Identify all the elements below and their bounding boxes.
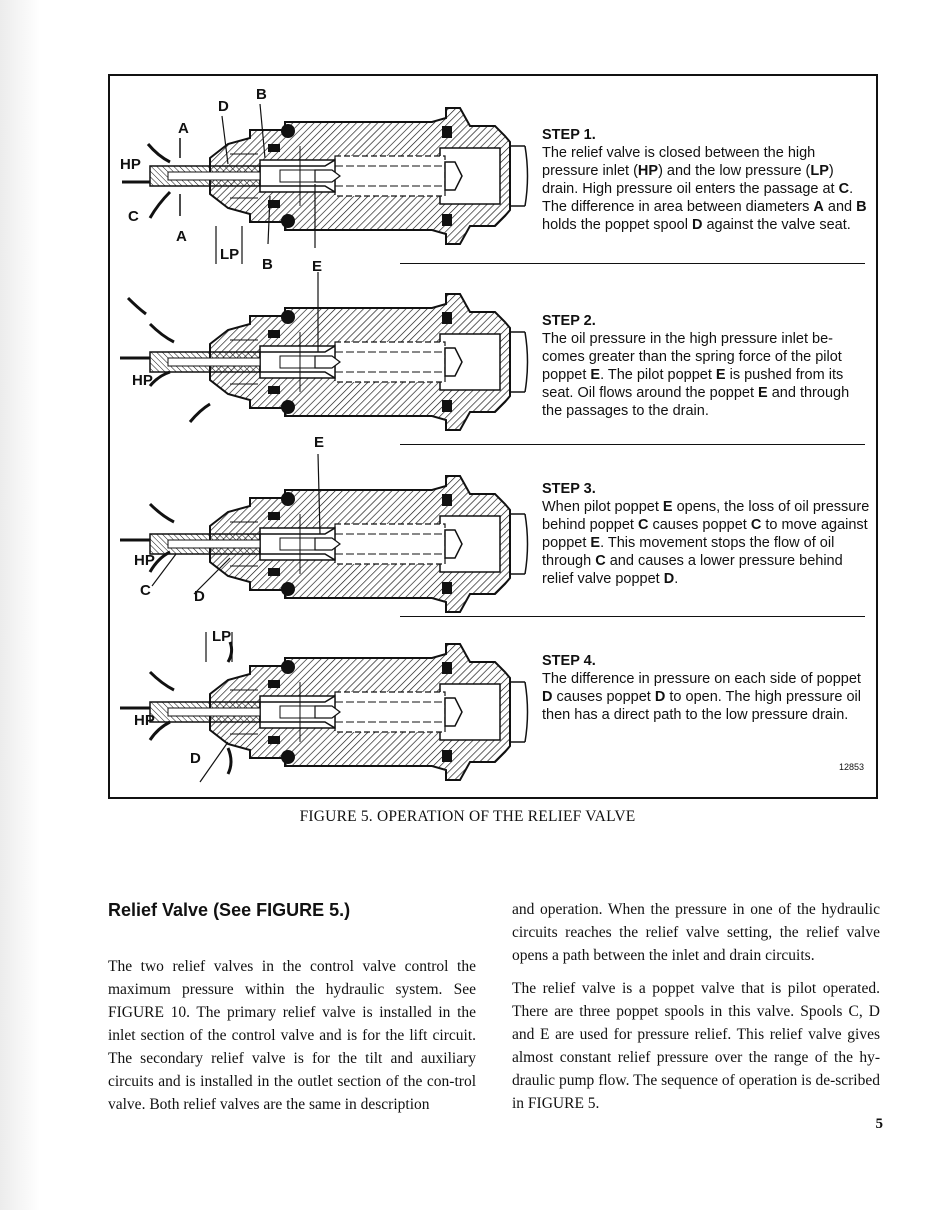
step-divider (400, 616, 865, 617)
step-1-text: STEP 1. The relief valve is closed between the high pressure inlet (HP) and the low pressure (LP) drain. High pressure oil enters the passage at C. The difference in area between diameters A and B holds the poppet spool D against the valve seat. (542, 126, 872, 234)
figure-5-box (108, 74, 878, 799)
step-title: STEP 3. (542, 481, 596, 497)
step-divider (400, 263, 865, 264)
flow-arrow (150, 372, 170, 386)
label-hp: HP (134, 552, 155, 569)
c-arrow (150, 192, 170, 218)
flow-arrow (128, 298, 146, 314)
label-b: B (256, 86, 267, 103)
valve-diagram-step-4 (110, 622, 530, 802)
label-lp: LP (212, 628, 232, 645)
page-number: 5 (875, 1116, 883, 1132)
flow-arrow (150, 504, 174, 522)
label-d: D (190, 750, 201, 767)
label-e: E (314, 434, 325, 451)
flow-arrow (150, 324, 174, 342)
step-4-text: STEP 4. The difference in pressure on each side of poppet D causes poppet D to open. The high pressure oil then has a direct path to the low pressure drain. (542, 652, 872, 724)
label-c: C (128, 208, 139, 225)
valve-diagram-step-1 (110, 86, 530, 266)
figure-caption: FIGURE 5. OPERATION OF THE RELIEF VALVE (299, 808, 636, 825)
label-e: E (312, 258, 323, 275)
label-lp: LP (220, 246, 240, 263)
step-divider (400, 444, 865, 445)
flow-arrow (150, 672, 174, 690)
drain-arrow (228, 748, 231, 774)
label-hp: HP (120, 156, 141, 173)
valve-diagram-step-2 (110, 272, 530, 452)
label-hp: HP (132, 372, 153, 389)
label-a: A (178, 120, 189, 137)
hp-arrow (148, 144, 170, 162)
right-column (512, 898, 880, 1125)
drain-arrow (190, 404, 210, 422)
label-d: D (218, 98, 229, 115)
drain-arrow (228, 642, 232, 662)
paragraph: The two relief valves in the control valve control the maximum pressure within the hydraulic system. See FIGURE 10. The primary relief valve is installed in the inlet section of the control valve and is for the lift circuit. The secondary relief valve is for the tilt and auxiliary circuits and is installed in the outlet section of the con-trol valve. Both relief valves are the same in description (108, 958, 476, 1113)
label-b: B (262, 256, 273, 273)
label-a: A (176, 228, 187, 245)
step-title: STEP 2. (542, 313, 596, 329)
leader-d (200, 742, 228, 782)
scan-margin-shading (0, 0, 40, 1210)
step-3-text: STEP 3. When pilot poppet E opens, the loss of oil pressure behind poppet C causes poppet C to move against poppet E. This movement stops the flow of oil through C and causes a lower pressure behind relief valve poppet D. (542, 480, 872, 588)
figure-number: 12853 (838, 762, 864, 772)
step-2-text: STEP 2. The oil pressure in the high pressure inlet be-comes greater than the spring force of the pilot poppet E. The pilot poppet E is pushed from its seat. Oil flows around the poppet E and through the passages to the drain. (542, 312, 872, 420)
left-column (108, 955, 476, 1126)
step-title: STEP 1. (542, 127, 596, 143)
leader-c (152, 554, 176, 586)
label-c: C (140, 582, 151, 599)
paragraph: The relief valve is a poppet valve that is pilot operated. There are three poppet spools in this valve. Spools C, D and E are used for pressure relief. This relief valve gives almost constant relief pressure over the range of the hy-draulic pump flow. The sequence of operation is de-scribed in FIGURE 5. (512, 980, 880, 1112)
paragraph: and operation. When the pressure in one of the hydraulic circuits reaches the relief valve setting, the relief valve opens a path between the inlet and drain circuits. (512, 901, 880, 964)
label-hp: HP (134, 712, 155, 729)
section-heading: Relief Valve (See FIGURE 5.) (108, 900, 351, 920)
step-title: STEP 4. (542, 653, 596, 669)
label-d: D (194, 588, 205, 605)
valve-diagram-step-3 (110, 454, 530, 634)
